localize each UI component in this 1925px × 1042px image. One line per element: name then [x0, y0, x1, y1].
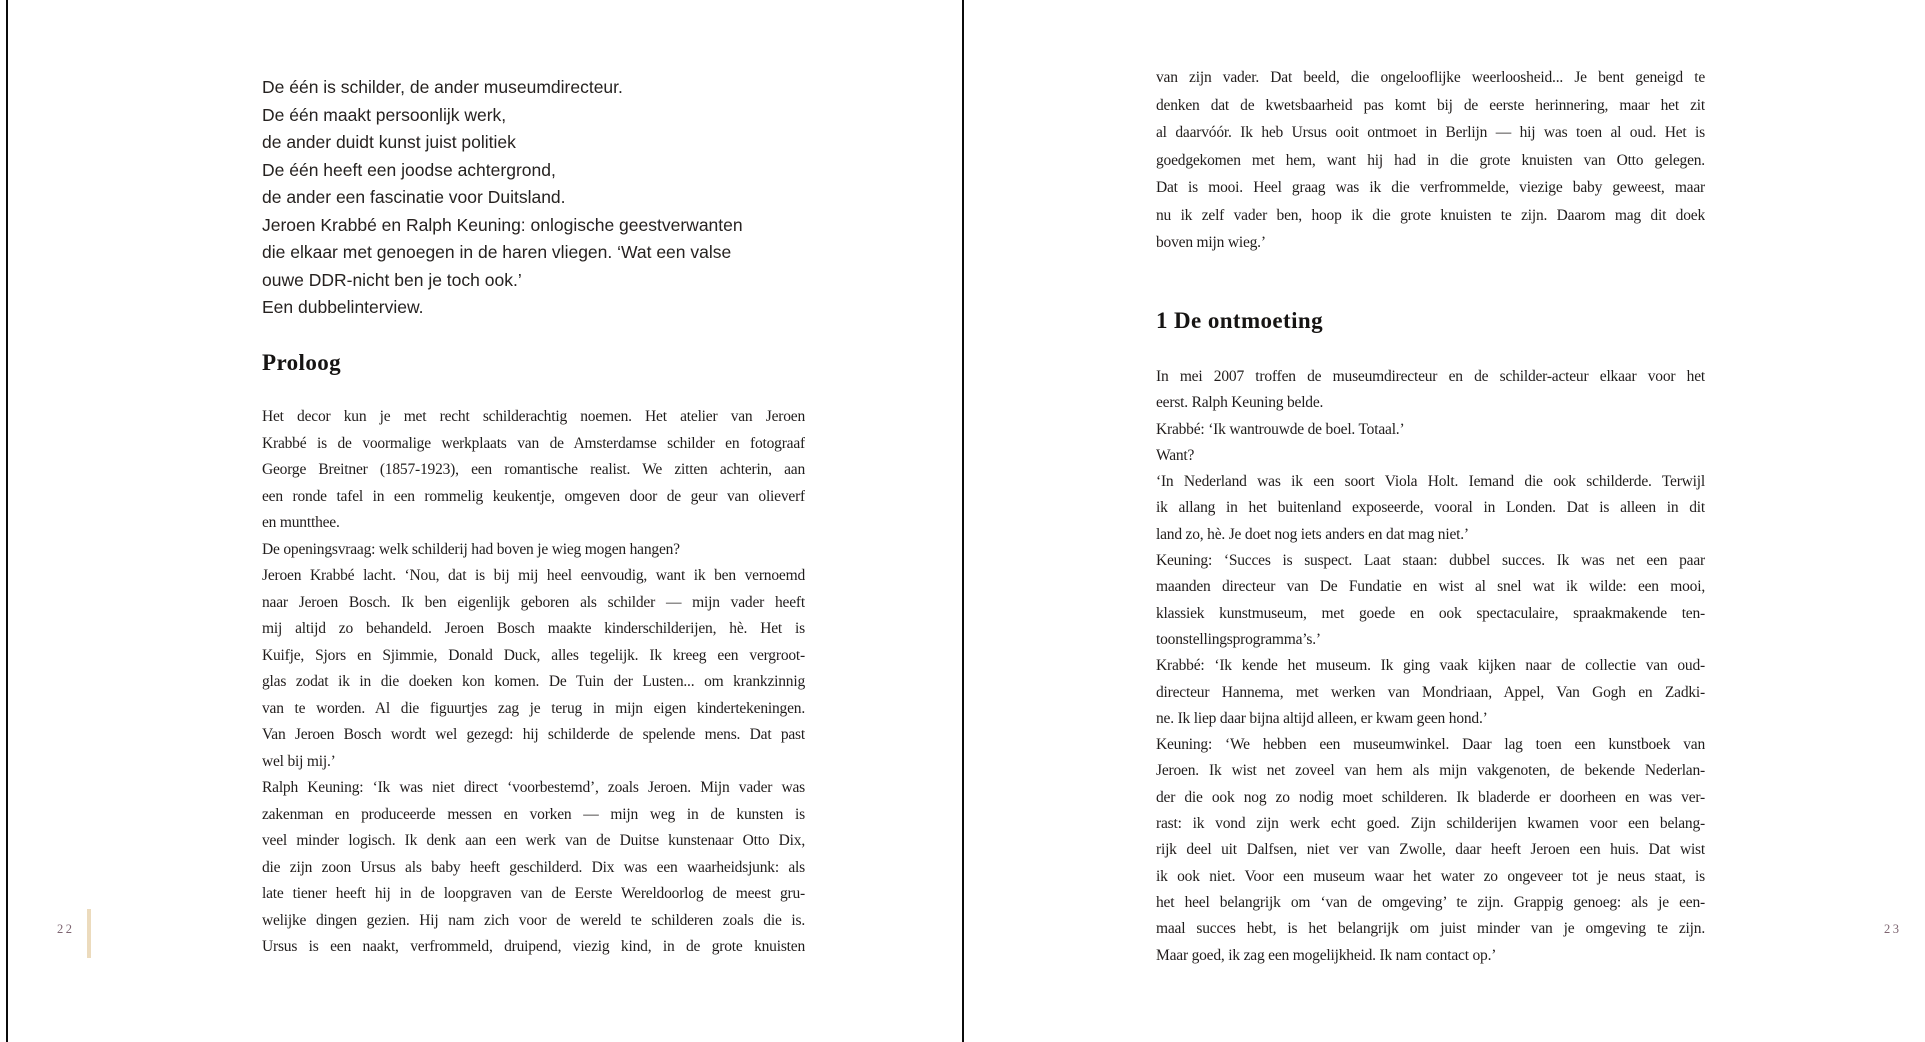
text-line: van te worden. Al die figuurtjes zag je terug in mijn eigen kindertekeningen.: [262, 699, 805, 717]
text-line: het heel belangrijk om ‘van de omgeving’ te zijn. Grappig genoeg: als je een-: [1156, 893, 1705, 911]
right-opening-text: [1156, 64, 1705, 257]
text-line: De één maakt persoonlijk werk,: [262, 104, 507, 125]
text-line: eerst. Ralph Keuning belde.: [1156, 394, 1324, 412]
text-line: de ander duidt kunst juist politiek: [262, 132, 516, 152]
text-line: ne. Ik liep daar bijna altijd alleen, er kwam geen hond.’: [1156, 709, 1488, 727]
text-line: klassiek kunstmuseum, met goede en ook spectaculaire, spraakmakende ten-: [1156, 604, 1705, 622]
text-line: goedgekomen met hem, want hij had in die grote knuisten van Otto gelegen.: [1156, 151, 1705, 169]
text-line: rast: ik vond zijn werk echt goed. Zijn schilderijen kwamen voor een belang-: [1156, 815, 1705, 833]
text-line: ‘In Nederland was ik een soort Viola Holt. Iemand die ook schilderde. Terwijl: [1156, 473, 1705, 491]
text-line: rijk deel uit Dalfsen, niet ver van Zwolle, daar heeft Jeroen een huis. Dat wist: [1156, 841, 1705, 859]
text-line: maal succes hebt, is het belangrijk om juist minder van je omgeving te zijn.: [1156, 920, 1705, 938]
text-line: Krabbé: ‘Ik wantrouwde de boel. Totaal.’: [1156, 420, 1405, 438]
text-line: der die ook nog zo nodig moet schilderen. Ik bladerde er doorheen en was ver-: [1156, 788, 1705, 806]
page-number-right: 23: [1884, 922, 1902, 936]
text-line: ik ook niet. Voor een museum waar het water zo ongeveer tot je neus staat, is: [1156, 867, 1705, 885]
text-line: veel minder logisch. Ik denk aan een werk van de Duitse kunstenaar Otto Dix,: [262, 832, 805, 849]
ribbon-mark: [87, 909, 91, 958]
text-line: Jeroen. Ik wist net zoveel van hem als mijn vakgenoten, de bekende Nederlan-: [1156, 762, 1705, 780]
text-line: De openingsvraag: welk schilderij had boven je wieg mogen hangen?: [262, 540, 680, 558]
page-left: [8, 0, 962, 1042]
text-line: Van Jeroen Bosch wordt wel gezegd: hij schilderde de spelende mens. Dat past: [262, 726, 805, 743]
text-line: zakenman en produceerde messen en vorken — mijn weg in de kunsten is: [262, 805, 805, 823]
text-line: late tiener heeft hij in de loopgraven van de Eerste Wereldoorlog de meest gru-: [262, 885, 805, 902]
text-line: Maar goed, ik zag een mogelijkheid. Ik nam contact op.’: [1156, 946, 1497, 964]
text-line: Jeroen Krabbé en Ralph Keuning: onlogische geestverwanten: [262, 214, 743, 235]
text-line: Jeroen Krabbé lacht. ‘Nou, dat is bij mij heel eenvoudig, want ik ben vernoemd: [262, 567, 805, 584]
page-right: [964, 0, 1925, 1042]
text-line: Kuifje, Sjors en Sjimmie, Donald Duck, alles tegelijk. Ik kreeg een vergroot-: [262, 646, 805, 664]
text-line: Keuning: ‘Succes is suspect. Laat staan: dubbel succes. Ik was net een paar: [1156, 552, 1705, 570]
text-line: De één is schilder, de ander museumdirecteur.: [262, 77, 623, 97]
text-line: mij altijd zo behandeld. Jeroen Bosch maakte kinderschilderijen, hè. Het is: [262, 620, 805, 637]
page-number-left: 22: [57, 922, 75, 936]
text-line: ouwe DDR-nicht ben je toch ook.’: [262, 269, 522, 290]
text-line: die zijn zoon Ursus als baby heeft geschilderd. Dix was een waarheidsjunk: als: [262, 858, 805, 876]
text-line: ik allang in het buitenland exposeerde, vooral in Londen. Dat is alleen in dit: [1156, 499, 1705, 517]
text-line: De één heeft een joodse achtergrond,: [262, 159, 556, 180]
text-line: In mei 2007 troffen de museumdirecteur en de schilder-acteur elkaar voor het: [1156, 368, 1705, 385]
text-line: toonstellingsprogramma’s.’: [1156, 630, 1321, 648]
text-line: nu ik zelf vader ben, hoop ik die grote knuisten te zijn. Daarom mag dit doek: [1156, 206, 1705, 224]
text-line: Het decor kun je met recht schilderachtig noemen. Het atelier van Jeroen: [262, 408, 805, 425]
text-line: die elkaar met genoegen in de haren vliegen. ‘Wat een valse: [262, 242, 732, 262]
text-line: Keuning: ‘We hebben een museumwinkel. Daar lag toen een kunstboek van: [1156, 736, 1705, 754]
text-line: denken dat de kwetsbaarheid pas komt bij de eerste herinnering, maar het zit: [1156, 96, 1705, 114]
text-line: directeur Hannema, met werken van Mondriaan, Appel, Van Gogh en Zadki-: [1156, 683, 1705, 701]
text-line: naar Jeroen Bosch. Ik ben eigenlijk geboren als schilder — mijn vader heeft: [262, 593, 805, 611]
text-line: Ralph Keuning: ‘Ik was niet direct ‘voorbestemd’, zoals Jeroen. Mijn vader was: [262, 779, 805, 796]
left-body-text: [262, 404, 805, 961]
text-line: boven mijn wieg.’: [1156, 234, 1266, 251]
right-body-text: [1156, 364, 1705, 969]
text-line: en muntthee.: [262, 514, 340, 531]
proloog-heading: Proloog: [262, 350, 342, 375]
text-line: Krabbé is de voormalige werkplaats van de Amsterdamse schilder en fotograaf: [262, 434, 805, 452]
text-line: George Breitner (1857-1923), een romantische realist. We zitten achterin, aan: [262, 461, 805, 478]
text-line: Krabbé: ‘Ik kende het museum. Ik ging vaak kijken naar de collectie van oud-: [1156, 657, 1705, 675]
intro-block: [262, 74, 882, 322]
text-line: Ursus is een naakt, verfrommeld, druipend, viezig kind, in de grote knuisten: [262, 938, 805, 955]
text-line: glas zodat ik in die doeken kon komen. De Tuin der Lusten... om krankzinnig: [262, 673, 805, 690]
text-line: van zijn vader. Dat beeld, die ongelooflijke weerloosheid... Je bent geneigd te: [1156, 69, 1705, 86]
text-line: wel bij mij.’: [262, 752, 336, 770]
chapter-heading: 1 De ontmoeting: [1156, 308, 1323, 333]
text-line: de ander een fascinatie voor Duitsland.: [262, 187, 566, 207]
text-line: Dat is mooi. Heel graag was ik die verfrommelde, viezige baby geweest, maar: [1156, 179, 1705, 196]
text-line: land zo, hè. Je doet nog iets anders en dat mag niet.’: [1156, 525, 1469, 543]
text-line: welijke dingen gezien. Hij nam zich voor de wereld te schilderen zoals die is.: [262, 911, 805, 929]
text-line: maanden directeur van De Fundatie en wist al snel wat ik wilde: een mooi,: [1156, 578, 1705, 596]
text-line: Een dubbelinterview.: [262, 297, 424, 317]
text-line: een ronde tafel in een rommelig keukentje, omgeven door de geur van olieverf: [262, 487, 805, 505]
text-line: al daarvóór. Ik heb Ursus ooit ontmoet in Berlijn — hij was toen al oud. Het is: [1156, 124, 1705, 141]
text-line: Want?: [1156, 446, 1195, 464]
